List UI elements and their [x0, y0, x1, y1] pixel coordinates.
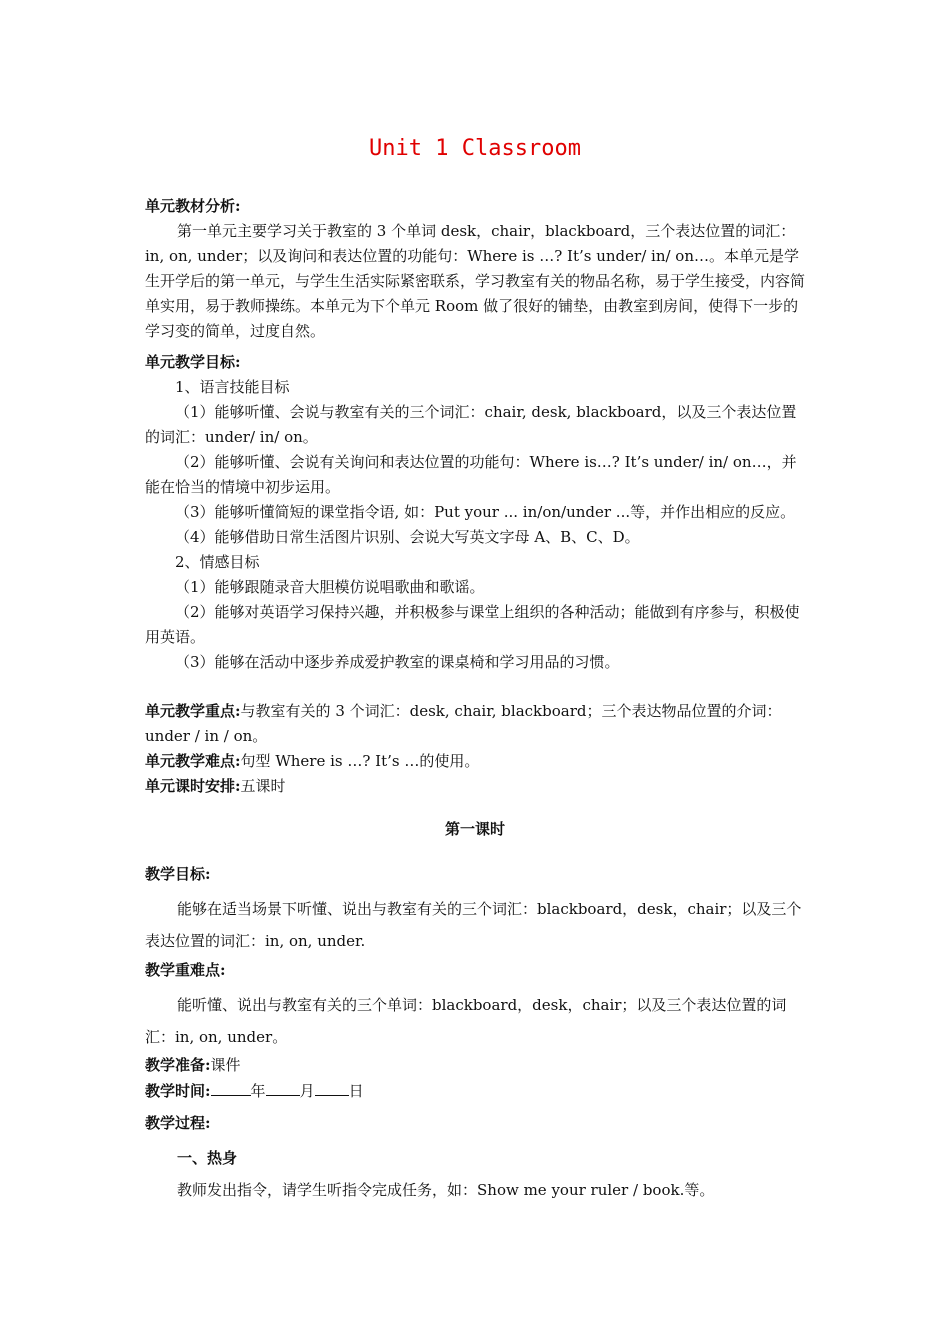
- skill-goals-title: 1、语言技能目标: [175, 378, 290, 396]
- affect-goal-item: （3）能够在活动中逐步养成爱护教室的课桌椅和学习用品的习惯。: [175, 653, 620, 671]
- time-month: 月: [299, 1082, 315, 1100]
- goals-heading: 单元教学目标:: [145, 353, 241, 371]
- schedule: [145, 774, 810, 799]
- process-label: 教学过程:: [145, 1114, 211, 1132]
- schedule-text: 五课时: [240, 777, 286, 795]
- time-day: 日: [348, 1082, 364, 1100]
- goals-section: [145, 350, 810, 675]
- prep-label: 教学准备:: [145, 1056, 211, 1074]
- objective-text: 能够在适当场景下听懂、说出与教室有关的三个词汇：blackboard，desk，chair；以及三个表达位置的词汇：in, on, under.: [145, 900, 802, 950]
- day-blank: [315, 1079, 349, 1096]
- affect-goal-item: （1）能够跟随录音大胆模仿说唱歌曲和歌谣。: [175, 578, 485, 596]
- difficulty: [145, 749, 810, 774]
- key-points-label: 单元教学重点:: [145, 702, 241, 720]
- lesson-keypoint-section: [145, 958, 810, 1053]
- difficulty-label: 单元教学难点:: [145, 752, 241, 770]
- keypoint-text: 能听懂、说出与教室有关的三个单词：blackboard，desk，chair；以及三个表达位置的词汇：in, on, under。: [145, 996, 787, 1046]
- unit-summary-section: [145, 699, 810, 799]
- key-points: [145, 699, 810, 749]
- skill-goal-item: （2）能够听懂、会说有关询问和表达位置的功能句：Where is…? It’s under/ in/ on…，并能在恰当的情境中初步运用。: [145, 453, 797, 496]
- prep-text: 课件: [210, 1056, 241, 1074]
- objective-label: 教学目标:: [145, 865, 211, 883]
- time-year: 年: [250, 1082, 266, 1100]
- lesson-heading: 第一课时: [444, 820, 505, 838]
- warmup-text: 教师发出指令，请学生听指令完成任务，如：Show me your ruler / book.等。: [177, 1181, 715, 1199]
- skill-goal-item: （1）能够听懂、会说与教室有关的三个词汇：chair, desk, blackboard，以及三个表达位置的词汇：under/ in/ on。: [145, 403, 797, 446]
- month-blank: [266, 1079, 300, 1096]
- analysis-text: 第一单元主要学习关于教室的 3 个单词 desk，chair，blackboard，三个表达位置的词汇：in, on, under；以及询问和表达位置的功能句：Where is …? It’s under/ in/ on…。本单元是学生开学后的第一单元，与学生生活实际紧密联系，学习教室有关的物品名称，易于学生接受，内容简单实用，易于教师操练。本单元为下个单元 Room 做了很好的铺垫，由教室到房间，使得下一步的学习变的简单，过度自然。: [145, 222, 806, 340]
- key-points-text: 与教室有关的 3 个词汇：desk, chair, blackboard；三个表达物品位置的介词：under / in / on。: [145, 702, 782, 745]
- prep-line: [145, 1052, 810, 1078]
- year-blank: [211, 1079, 251, 1096]
- skill-goal-item: （3）能够听懂简短的课堂指令语, 如：Put your ... in/on/under ...等，并作出相应的反应。: [175, 503, 796, 521]
- analysis-section: [145, 194, 810, 344]
- difficulty-text: 句型 Where is …? It’s …的使用。: [240, 752, 480, 770]
- lesson-info-section: [145, 1052, 810, 1136]
- affect-goals-title: 2、情感目标: [175, 553, 260, 571]
- document-title: Unit 1 Classroom: [369, 136, 581, 161]
- affect-goal-item: （2）能够对英语学习保持兴趣，并积极参与课堂上组织的各种活动；能做到有序参与，积极使用英语。: [145, 603, 800, 646]
- schedule-label: 单元课时安排:: [145, 777, 241, 795]
- analysis-heading: 单元教材分析:: [145, 197, 241, 215]
- time-line: [145, 1078, 810, 1104]
- warmup-section: [145, 1142, 810, 1206]
- keypoint-label: 教学重难点:: [145, 961, 226, 979]
- time-label: 教学时间:: [145, 1082, 211, 1100]
- lesson-objective-section: [145, 862, 810, 957]
- skill-goal-item: （4）能够借助日常生活图片识别、会说大写英文字母 A、B、C、D。: [175, 528, 640, 546]
- warmup-heading: 一、热身: [177, 1149, 238, 1167]
